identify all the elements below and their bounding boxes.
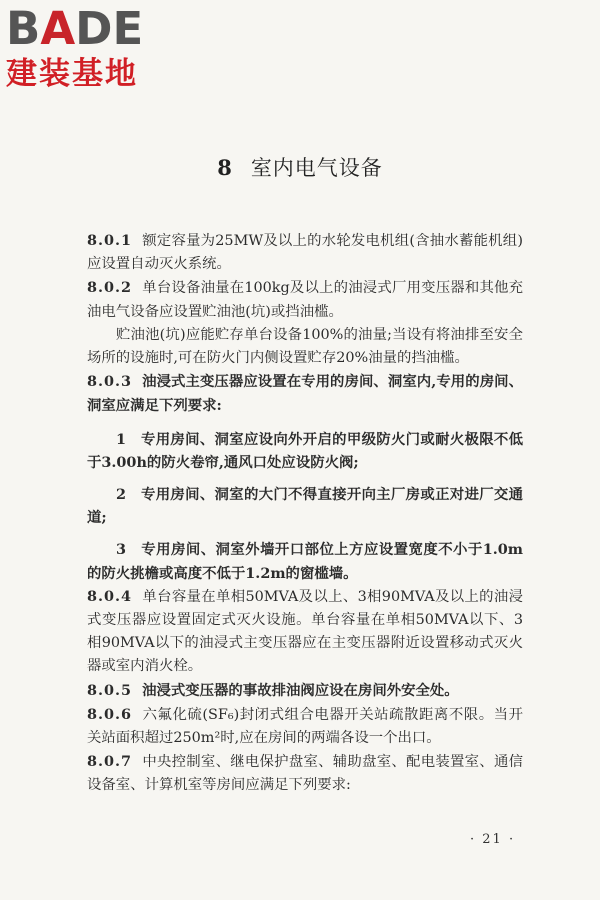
- clause-8-0-6: [87, 703, 523, 750]
- clause-text: 油浸式变压器的事故排油阀应设在房间外安全处。: [142, 681, 459, 699]
- clause-text: 3 专用房间、洞室外墙开口部位上方应设置宽度不小于1.0m的防火挑檐或高度不低于1.2m的窗槛墙。: [87, 541, 523, 582]
- page-number: · 21 ·: [470, 832, 516, 847]
- clause-number: 8.0.7: [87, 753, 133, 771]
- clause-number: 8.0.1: [87, 232, 133, 249]
- clause-8-0-3: [87, 370, 523, 418]
- clause-8-0-1: [87, 229, 523, 276]
- clause-8-0-5: [87, 679, 523, 703]
- clause-number: 8.0.4: [87, 587, 133, 605]
- chapter-number: 8: [217, 155, 233, 180]
- bade-logo: [6, 4, 181, 92]
- logo-wordmark: BADE: [6, 2, 144, 55]
- clause-text: 中央控制室、继电保护盘室、辅助盘室、配电装置室、通信设备室、计算机室等房间应满足下列要求:: [87, 754, 523, 794]
- clause-8-0-4: [87, 585, 523, 679]
- clause-number: 8.0.6: [87, 705, 133, 723]
- chapter-heading: [0, 152, 600, 182]
- clause-number: 8.0.2: [87, 279, 133, 297]
- clause-8-0-2: [87, 276, 523, 323]
- clause-8-0-3-item-3: [87, 538, 523, 584]
- clause-text: 单台容量在单相50MVA及以上、3相90MVA及以上的油浸式变压器应设置固定式灭火设施。单台容量在单相50MVA以下、3相90MVA以下的油浸式主变压器应在主变压器附近设置移动式灭火器或室内消火栓。: [87, 588, 523, 675]
- clause-text: 贮油池(坑)应能贮存单台设备100%的油量;当设有将油排至安全场所的设施时,可在防火门内侧设置贮存20%油量的挡油槛。: [87, 326, 523, 367]
- clause-number: 8.0.5: [87, 681, 133, 699]
- clause-text: 1 专用房间、洞室应设向外开启的甲级防火门或耐火极限不低于3.00h的防火卷帘,通风口处应设防火阀;: [87, 430, 523, 471]
- chapter-title: 室内电气设备: [250, 156, 383, 180]
- clause-text: 油浸式主变压器应设置在专用的房间、洞室内,专用的房间、洞室应满足下列要求:: [87, 373, 523, 415]
- clause-text: 单台设备油量在100kg及以上的油浸式厂用变压器和其他充油电气设备应设置贮油池(坑)或挡油槛。: [87, 280, 523, 320]
- clause-8-0-3-item-1: [87, 428, 523, 474]
- clause-8-0-7: [87, 750, 523, 797]
- clause-number: 8.0.3: [87, 373, 133, 391]
- clause-text: 额定容量为25MW及以上的水轮发电机组(含抽水蓄能机组)应设置自动灭火系统。: [87, 233, 523, 273]
- logo-subtitle: 建装基地: [6, 56, 138, 92]
- clause-8-0-3-item-2: [87, 483, 523, 529]
- clause-text: 六氟化硫(SF₆)封闭式组合电器开关站疏散距离不限。当开关站面积超过250m²时,应在房间的两端各设一个出口。: [87, 706, 523, 747]
- document-body: [87, 229, 523, 798]
- clause-text: 2 专用房间、洞室的大门不得直接开向主厂房或正对进厂交通道;: [87, 486, 523, 527]
- clause-8-0-2-paragraph: [87, 324, 523, 370]
